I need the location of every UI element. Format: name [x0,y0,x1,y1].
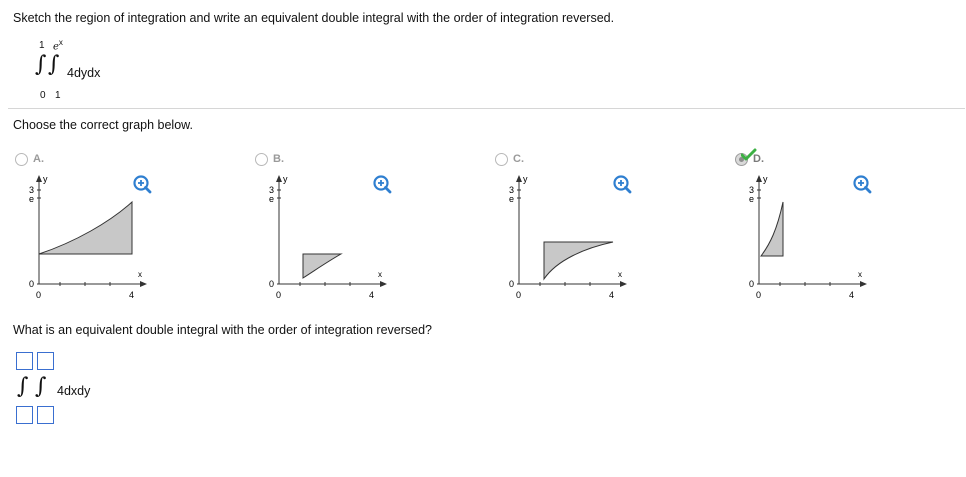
option-c-radio[interactable] [495,153,508,166]
outer-lower-limit-input[interactable] [16,406,33,424]
outer-lower-limit: 0 [40,90,46,101]
y-axis-arrow [36,175,42,182]
given-integrand: 4dydx [67,66,101,80]
outer-upper-limit-input[interactable] [16,352,33,370]
x-axis-label: x [858,270,862,279]
y-tick-e: e [749,194,755,204]
x-axis-arrow [620,281,627,287]
x-tick-0: 0 [36,290,42,300]
outer-integral-sign: ∫ [35,52,47,77]
graph-a [15,174,165,304]
y-tick-e: e [29,194,35,204]
graph-b [255,174,405,304]
x-tick-4: 4 [609,290,615,300]
option-c-label: C. [513,153,524,165]
y-axis-label: y [43,174,48,184]
x-tick-4: 4 [129,290,135,300]
graph-d [735,174,885,304]
y-axis-arrow [756,175,762,182]
y-axis-label: y [283,174,288,184]
problem-prompt: Sketch the region of integration and write an equivalent double integral with the order of integration reversed. [13,11,615,25]
y-tick-3: 3 [509,185,515,195]
y-tick-e: e [269,194,275,204]
option-b-label: B. [273,153,284,165]
x-axis-label: x [138,270,142,279]
x-tick-0: 0 [516,290,522,300]
x-axis-arrow [380,281,387,287]
x-tick-0: 0 [276,290,282,300]
y-tick-e: e [509,194,515,204]
y-tick-3: 3 [269,185,275,195]
given-integral [33,40,123,100]
y-axis-arrow [516,175,522,182]
y-tick-0: 0 [509,279,515,289]
option-d-label: D. [753,153,764,165]
y-tick-3: 3 [29,185,35,195]
choose-instruction: Choose the correct graph below. [13,118,193,132]
x-axis-label: x [378,270,382,279]
x-tick-0: 0 [756,290,762,300]
x-axis-arrow [860,281,867,287]
option-c[interactable] [495,150,655,300]
x-axis-label: x [618,270,622,279]
inner-integral-sign: ∫ [35,374,47,399]
x-axis-arrow [140,281,147,287]
x-tick-4: 4 [369,290,375,300]
region-a [39,202,132,254]
y-tick-0: 0 [29,279,35,289]
y-tick-3: 3 [749,185,755,195]
inner-upper-exponent: x [58,38,63,47]
graph-c [495,174,645,304]
inner-lower-limit: 1 [55,90,61,101]
y-tick-0: 0 [269,279,275,289]
option-d[interactable] [735,150,895,300]
y-axis-arrow [276,175,282,182]
inner-integral-sign: ∫ [48,52,60,77]
option-a[interactable] [15,150,175,300]
inner-upper-limit-input[interactable] [37,352,54,370]
region-b [303,254,341,278]
option-b[interactable] [255,150,415,300]
outer-integral-sign: ∫ [17,374,29,399]
y-tick-0: 0 [749,279,755,289]
answer-integrand: 4dxdy [57,384,91,398]
y-axis-label: y [763,174,768,184]
y-axis-label: y [523,174,528,184]
section-divider [8,108,965,109]
option-a-label: A. [33,153,44,165]
option-a-radio[interactable] [15,153,28,166]
region-c [544,242,613,279]
reversed-integral-question: What is an equivalent double integral with the order of integration reversed? [13,323,433,337]
inner-lower-limit-input[interactable] [37,406,54,424]
outer-upper-limit: 1 [39,40,45,51]
region-d [761,202,783,256]
x-tick-4: 4 [849,290,855,300]
option-b-radio[interactable] [255,153,268,166]
inner-upper-base: e [53,41,59,53]
inner-upper-limit [53,38,63,52]
